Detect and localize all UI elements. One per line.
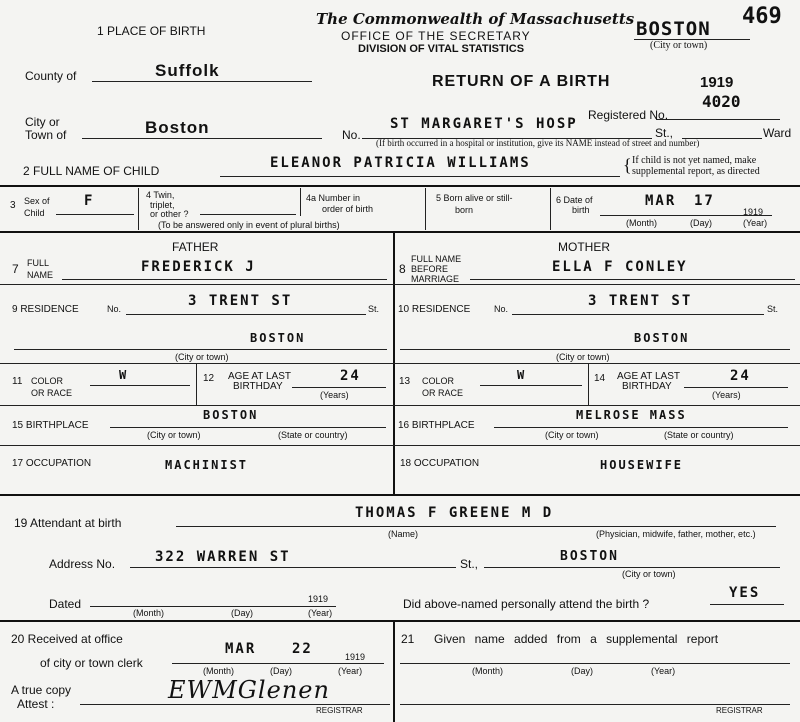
form-title: RETURN OF A BIRTH <box>432 73 611 90</box>
received-label-2: of city or town clerk <box>40 656 143 670</box>
dob-day-caption: (Day) <box>690 218 712 228</box>
county-label: County of <box>25 69 77 83</box>
mother-age-label-2: BIRTHDAY <box>622 381 672 392</box>
city-stamp: BOSTON <box>636 18 711 40</box>
mother-occupation-label: 18 OCCUPATION <box>400 458 480 469</box>
address-st-label: St., <box>460 557 479 571</box>
twin-label-2: triplet, <box>150 200 175 210</box>
sex-num: 3 <box>10 200 16 211</box>
received-month: MAR <box>225 641 257 657</box>
mother-birthplace-state-caption: (State or country) <box>664 430 734 440</box>
dated-year: 1919 <box>308 594 329 604</box>
county-value: Suffolk <box>155 61 220 80</box>
father-age-label-1: AGE AT LAST <box>228 371 291 382</box>
father-st-label: St. <box>368 304 380 314</box>
dated-day-caption: (Day) <box>231 608 253 618</box>
attendant-city: BOSTON <box>560 549 619 564</box>
birth-certificate: 1 PLACE OF BIRTH The Commonwealth of Massachusetts OFFICE OF THE SECRETARY DIVISION OF VITAL STATISTICS BOSTON 469 (City or town) County of Suffolk RETURN OF A BIRTH 1919 Registered No. 4020 City or Town of Boston No. ST MARGARET'S HOSP St., Ward (If birth occurred in a hospital or institution, give its NAME instead of street and number) 2 FULL NAME OF CHILD ELEANOR PATRICIA WILLIAMS { If child is not yet named, make supplemental report, as directed 3 Sex of Child F 4 Twin, triplet, or other ? (To be answered only in event of plural births) 4a Number in order of birth 5 Born alive or still- born 6 Date of birth MAR 17 1919 (Month) (Day) (Year) FATHER MOTHER 7 FULL NAME FREDERICK J 8 FULL NAME BEFORE MARRIAGE ELLA F CONLEY 9 RESIDENCE No. 3 TRENT ST St. BOSTON (City or town) 10 RESIDENCE No. 3 TRENT ST St. BOSTON (City or town) 11 COLOR OR RACE W 12 AGE AT LAST BIRTHDAY 24 (Years) 13 COLOR OR RACE W 14 AGE AT LAST BIRTHDAY 24 (Years) 15 BIRTHPLACE BOSTON (City or town) (State or country) 16 BIRTHPLACE MELROSE MASS (City or town) (State or country) 17 OCCUPATION MACHINIST 18 OCCUPATION HOUSEWIFE 19 Attendant at birth THOMAS F GREENE M D (Name) (Physician, midwife, father, mother, etc.) Address No. 322 WARREN ST St., BOSTON (City or town) Dated 1919 (Month) (Day) (Year) Did above-named personally attend the birth ? YES 20 Received at office of city or town clerk MAR 22 1919 (Month) (Day) (Year) A true copy Attest : EWMGlenen REGISTRAR 21 Given name added from a supplemental report (Month) (Day) (Year) REGISTRAR <box>0 0 800 722</box>
twin-label-1: 4 Twin, <box>146 190 175 200</box>
address-label: Address No. <box>49 557 116 571</box>
child-name: ELEANOR PATRICIA WILLIAMS <box>270 155 531 171</box>
place-note: (If birth occurred in a hospital or institution, give its NAME instead of street and number) <box>376 138 700 148</box>
father-birthplace-label: 15 BIRTHPLACE <box>12 420 89 431</box>
father-color-label-1: COLOR <box>31 376 64 386</box>
supplemental-num: 21 <box>401 632 415 646</box>
street-st-label: St., <box>655 126 674 140</box>
father-street: 3 TRENT ST <box>188 293 293 309</box>
attendant-label: 19 Attendant at birth <box>14 516 122 530</box>
copy-label-1: A true copy <box>11 683 72 697</box>
city-label-2: Town of <box>25 128 67 142</box>
born-alive-label-2: born <box>455 205 474 215</box>
father-age-num: 12 <box>203 373 215 384</box>
father-age: 24 <box>340 368 361 384</box>
mother-color: W <box>517 368 527 382</box>
mother-birthplace-city-caption: (City or town) <box>545 430 599 440</box>
father-color-num: 11 <box>12 376 23 387</box>
city-label-1: City or <box>25 115 60 129</box>
father-birthplace-state-caption: (State or country) <box>278 430 348 440</box>
father-occupation: MACHINIST <box>165 458 249 472</box>
birth-street: ST MARGARET'S HOSP <box>390 116 578 132</box>
registrar-label-right: REGISTRAR <box>716 706 763 715</box>
city-value: Boston <box>145 118 210 137</box>
twin-label-3: or other ? <box>150 209 189 219</box>
form-year: 1919 <box>700 74 734 91</box>
supplemental-label: Given name added from a supplemental report <box>434 632 719 646</box>
dob-label-1: 6 Date of <box>556 195 593 205</box>
mother-name: ELLA F CONLEY <box>552 259 688 275</box>
supplemental-day-caption: (Day) <box>571 666 593 676</box>
supplemental-year-caption: (Year) <box>651 666 676 676</box>
attendant-type-caption: (Physician, midwife, father, mother, etc.) <box>596 529 756 539</box>
mother-age-label-1: AGE AT LAST <box>617 371 680 382</box>
office-title: OFFICE OF THE SECRETARY <box>341 29 531 43</box>
name-note-1: If child is not yet named, make <box>632 155 757 166</box>
mother-color-label-1: COLOR <box>422 376 455 386</box>
dated-year-caption: (Year) <box>308 608 333 618</box>
dob-year-caption: (Year) <box>743 218 768 228</box>
father-heading: FATHER <box>172 240 219 254</box>
supplemental-month-caption: (Month) <box>472 666 504 676</box>
mother-color-num: 13 <box>399 376 411 387</box>
sex-label-1: Sex of <box>24 196 50 206</box>
name-note-2: supplemental report, as directed <box>632 166 760 177</box>
sex-label-2: Child <box>24 208 45 218</box>
received-year: 1919 <box>345 652 366 662</box>
registrar-signature: EWMGlenen <box>168 676 330 704</box>
mother-residence-label: 10 RESIDENCE <box>398 304 471 315</box>
mother-name-num: 8 <box>399 262 406 276</box>
dob-label-2: birth <box>572 205 590 215</box>
ward-label: Ward <box>763 126 792 140</box>
mother-birthplace: MELROSE MASS <box>576 408 687 422</box>
father-name-num: 7 <box>12 262 19 276</box>
father-city: BOSTON <box>250 331 306 345</box>
copy-label-2: Attest : <box>17 697 55 711</box>
mother-years-caption: (Years) <box>712 390 741 400</box>
registrar-label-left: REGISTRAR <box>316 706 363 715</box>
mother-birthplace-label: 16 BIRTHPLACE <box>398 420 475 431</box>
mother-residence-no-label: No. <box>494 304 509 314</box>
father-birthplace: BOSTON <box>203 408 259 422</box>
mother-city-caption: (City or town) <box>556 352 610 362</box>
mother-city: BOSTON <box>634 331 690 345</box>
father-birthplace-city-caption: (City or town) <box>147 430 201 440</box>
attendant-name-caption: (Name) <box>388 529 419 539</box>
received-year-caption: (Year) <box>338 666 363 676</box>
received-month-caption: (Month) <box>203 666 235 676</box>
father-residence-no-label: No. <box>107 304 122 314</box>
father-name-label-1: FULL <box>27 258 50 268</box>
attend-answer: YES <box>729 585 761 601</box>
registered-label: Registered No. <box>588 108 669 122</box>
agency-title: The Commonwealth of Massachusetts <box>316 10 635 28</box>
attendant-name: THOMAS F GREENE M D <box>355 505 554 521</box>
attend-question: Did above-named personally attend the birth ? <box>403 597 650 611</box>
mother-occupation: HOUSEWIFE <box>600 458 684 472</box>
dated-label: Dated <box>49 597 82 611</box>
attendant-address: 322 WARREN ST <box>155 549 291 565</box>
order-label-1: 4a Number in <box>306 193 361 203</box>
father-city-caption: (City or town) <box>175 352 229 362</box>
attendant-city-caption: (City or town) <box>622 569 676 579</box>
father-color: W <box>119 368 129 382</box>
place-of-birth-heading: 1 PLACE OF BIRTH <box>97 24 206 38</box>
received-day-caption: (Day) <box>270 666 292 676</box>
street-no-label: No. <box>342 128 361 142</box>
dated-month-caption: (Month) <box>133 608 165 618</box>
father-name-label-2: NAME <box>27 270 54 280</box>
division-title: DIVISION OF VITAL STATISTICS <box>358 43 525 55</box>
dob-month-caption: (Month) <box>626 218 658 228</box>
registered-number: 4020 <box>702 92 741 111</box>
dob-day: 17 <box>694 193 715 209</box>
father-age-label-2: BIRTHDAY <box>233 381 283 392</box>
received-day: 22 <box>292 641 313 657</box>
mother-color-label-2: OR RACE <box>422 388 464 398</box>
dob-year: 1919 <box>743 207 764 217</box>
mother-name-label-2: BEFORE <box>411 264 449 274</box>
mother-name-label-3: MARRIAGE <box>411 274 460 284</box>
father-residence-label: 9 RESIDENCE <box>12 304 79 315</box>
mother-street: 3 TRENT ST <box>588 293 693 309</box>
father-name: FREDERICK J <box>141 259 256 275</box>
father-occupation-label: 17 OCCUPATION <box>12 458 92 469</box>
child-sex: F <box>84 193 95 209</box>
plural-note: (To be answered only in event of plural births) <box>158 220 340 230</box>
mother-name-label-1: FULL NAME <box>411 254 462 264</box>
page-number: 469 <box>742 4 782 29</box>
father-years-caption: (Years) <box>320 390 349 400</box>
mother-age: 24 <box>730 368 751 384</box>
child-name-label: 2 FULL NAME OF CHILD <box>23 164 160 178</box>
received-label-1: 20 Received at office <box>11 632 123 646</box>
mother-age-num: 14 <box>594 373 606 384</box>
mother-st-label: St. <box>767 304 779 314</box>
city-stamp-caption: (City or town) <box>650 40 708 51</box>
mother-heading: MOTHER <box>558 240 610 254</box>
dob-month: MAR <box>645 193 677 209</box>
born-alive-label-1: 5 Born alive or still- <box>436 193 513 203</box>
father-color-label-2: OR RACE <box>31 388 73 398</box>
order-label-2: order of birth <box>322 204 374 214</box>
